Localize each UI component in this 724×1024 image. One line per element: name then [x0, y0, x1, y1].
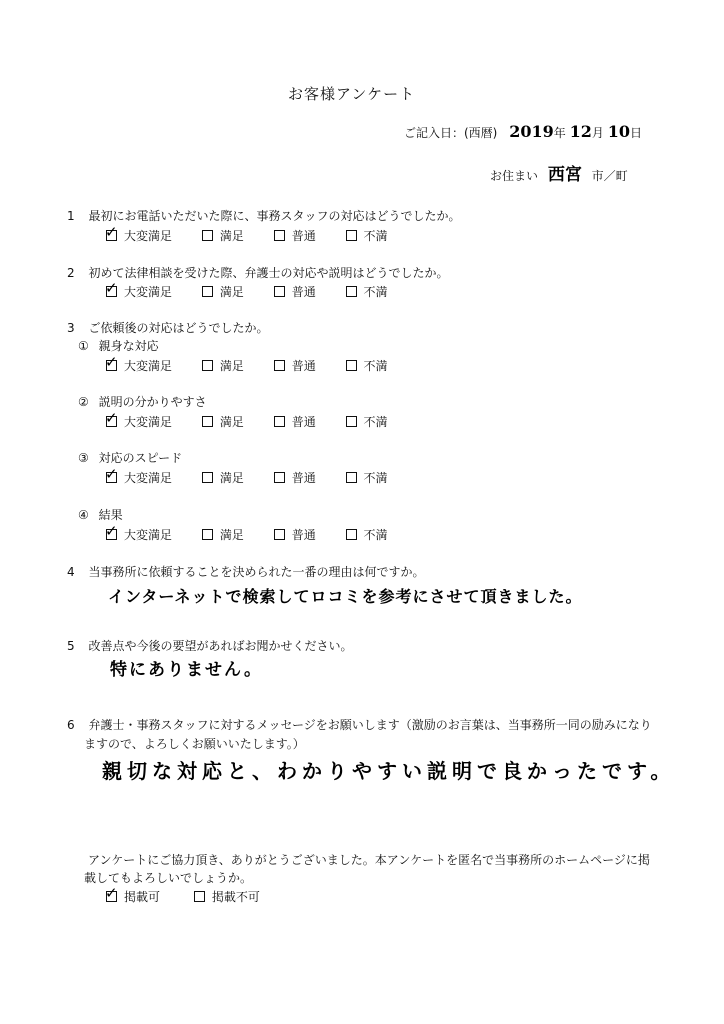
- option-dissatisfied[interactable]: 不満: [346, 283, 388, 300]
- address-row: [490, 160, 628, 185]
- option-neutral[interactable]: 普通: [274, 526, 316, 543]
- year-unit: 年: [553, 126, 566, 140]
- question-text: 初めて法律相談を受けた際、弁護士の対応や説明はどうでしたか。: [88, 266, 449, 280]
- question-number: 6: [67, 718, 75, 732]
- footer-text-line1: アンケートにご協力頂き、ありがとうございました。本アンケートを匿名で当事務所のホームページに掲: [88, 853, 650, 867]
- checkbox[interactable]: [202, 230, 213, 241]
- q3-2-options: [105, 409, 414, 430]
- checkbox[interactable]: [346, 360, 357, 371]
- q6-answer[interactable]: 親切な対応と、わかりやすい説明で良かったです。: [102, 759, 676, 783]
- day-unit: 日: [629, 126, 642, 140]
- question-2: [67, 264, 448, 281]
- footer-text-line2: 載してもよろしいでしょうか。: [84, 871, 253, 885]
- q4-answer[interactable]: インターネットで検索してロコミを参考にさせて頂きました。: [108, 587, 583, 606]
- question-text: 最初にお電話いただいた際に、事務スタッフの対応はどうでしたか。: [88, 209, 461, 223]
- checkbox[interactable]: [202, 472, 213, 483]
- checkbox[interactable]: [105, 522, 118, 540]
- checkbox[interactable]: [274, 416, 285, 427]
- check-mark-icon: ✓: [105, 522, 118, 540]
- question-number: 5: [67, 639, 75, 653]
- address-value[interactable]: 西宮: [547, 165, 582, 185]
- checkbox[interactable]: [274, 230, 285, 241]
- day-value[interactable]: 10: [607, 122, 630, 141]
- q3-3-options: [105, 465, 414, 486]
- question-3: [67, 319, 268, 336]
- option-satisfied[interactable]: 満足: [202, 283, 244, 300]
- question-6: [67, 716, 652, 733]
- q3-1-options: [105, 353, 414, 374]
- option-satisfied[interactable]: 満足: [202, 469, 244, 486]
- checkbox[interactable]: [346, 472, 357, 483]
- checkbox[interactable]: [202, 529, 213, 540]
- option-very-satisfied[interactable]: ✓ 大変満足: [105, 223, 173, 243]
- q2-options: [105, 279, 414, 300]
- option-publish-ok[interactable]: ✓ 掲載可: [105, 884, 161, 904]
- sub-question-1: ① 親身な対応: [78, 339, 159, 353]
- check-mark-icon: ✓: [105, 465, 118, 483]
- checkbox[interactable]: [202, 416, 213, 427]
- question-4: [67, 563, 424, 580]
- option-dissatisfied[interactable]: 不満: [346, 413, 388, 430]
- address-unit: 市／町: [591, 169, 628, 183]
- option-very-satisfied[interactable]: ✓ 大変満足: [105, 465, 173, 485]
- sub-question-3: ③ 対応のスピード: [78, 451, 183, 465]
- checkbox[interactable]: [105, 465, 118, 483]
- option-neutral[interactable]: 普通: [274, 413, 316, 430]
- checkbox[interactable]: [346, 230, 357, 241]
- checkbox[interactable]: [274, 360, 285, 371]
- question-number: 3: [67, 321, 75, 335]
- question-5: [67, 637, 352, 654]
- option-dissatisfied[interactable]: 不満: [346, 227, 388, 244]
- checkbox[interactable]: [202, 286, 213, 297]
- checkbox[interactable]: [194, 891, 205, 902]
- check-mark-icon: ✓: [105, 409, 118, 427]
- month-unit: 月: [591, 126, 604, 140]
- question-text: 改善点や今後の要望があればお聞かせください。: [88, 639, 353, 653]
- year-value[interactable]: 2019: [509, 122, 554, 141]
- option-neutral[interactable]: 普通: [274, 227, 316, 244]
- sub-question-4: ④ 結果: [78, 508, 123, 522]
- option-very-satisfied[interactable]: ✓ 大変満足: [105, 409, 173, 429]
- check-mark-icon: ✓: [105, 223, 118, 241]
- checkbox[interactable]: [202, 360, 213, 371]
- option-very-satisfied[interactable]: ✓ 大変満足: [105, 522, 173, 542]
- check-mark-icon: ✓: [105, 884, 118, 902]
- checkbox[interactable]: [105, 884, 118, 902]
- option-very-satisfied[interactable]: ✓ 大変満足: [105, 353, 173, 373]
- option-neutral[interactable]: 普通: [274, 469, 316, 486]
- option-neutral[interactable]: 普通: [274, 283, 316, 300]
- option-satisfied[interactable]: 満足: [202, 227, 244, 244]
- month-value[interactable]: 12: [569, 122, 592, 141]
- checkbox[interactable]: [274, 286, 285, 297]
- question-1: [67, 207, 460, 224]
- option-dissatisfied[interactable]: 不満: [346, 526, 388, 543]
- question-number: 2: [67, 266, 75, 280]
- date-label: ご記入日：(西暦): [404, 126, 498, 140]
- question-text: 当事務所に依頼することを決められた一番の理由は何ですか。: [88, 565, 425, 579]
- option-dissatisfied[interactable]: 不満: [346, 357, 388, 374]
- question-number: 4: [67, 565, 75, 579]
- checkbox[interactable]: [346, 286, 357, 297]
- q3-4-options: [105, 522, 414, 543]
- question-6-line2: ますので、よろしくお願いいたします。）: [84, 737, 305, 751]
- checkbox[interactable]: [274, 529, 285, 540]
- checkbox[interactable]: [105, 409, 118, 427]
- date-row: [404, 122, 642, 141]
- checkbox[interactable]: [346, 416, 357, 427]
- publish-options: [105, 884, 286, 905]
- q1-options: [105, 223, 414, 244]
- checkbox[interactable]: [105, 353, 118, 371]
- checkbox[interactable]: [105, 279, 118, 297]
- option-neutral[interactable]: 普通: [274, 357, 316, 374]
- checkbox[interactable]: [346, 529, 357, 540]
- q5-answer[interactable]: 特にありません。: [110, 660, 264, 680]
- checkbox[interactable]: [274, 472, 285, 483]
- option-satisfied[interactable]: 満足: [202, 357, 244, 374]
- option-very-satisfied[interactable]: ✓ 大変満足: [105, 279, 173, 299]
- sub-question-2: ② 説明の分かりやすさ: [78, 395, 207, 409]
- question-text-line1: 弁護士・事務スタッフに対するメッセージをお願いします（激励のお言葉は、当事務所一同の励みになり: [88, 718, 652, 732]
- option-publish-ng[interactable]: 掲載不可: [194, 888, 260, 905]
- checkbox[interactable]: [105, 223, 118, 241]
- check-mark-icon: ✓: [105, 353, 118, 371]
- option-satisfied[interactable]: 満足: [202, 526, 244, 543]
- option-satisfied[interactable]: 満足: [202, 413, 244, 430]
- check-mark-icon: ✓: [105, 279, 118, 297]
- option-dissatisfied[interactable]: 不満: [346, 469, 388, 486]
- page-title: お客様アンケート: [288, 85, 416, 103]
- address-label: お住まい: [490, 169, 539, 183]
- question-text: ご依頼後の対応はどうでしたか。: [88, 321, 269, 335]
- question-number: 1: [67, 209, 75, 223]
